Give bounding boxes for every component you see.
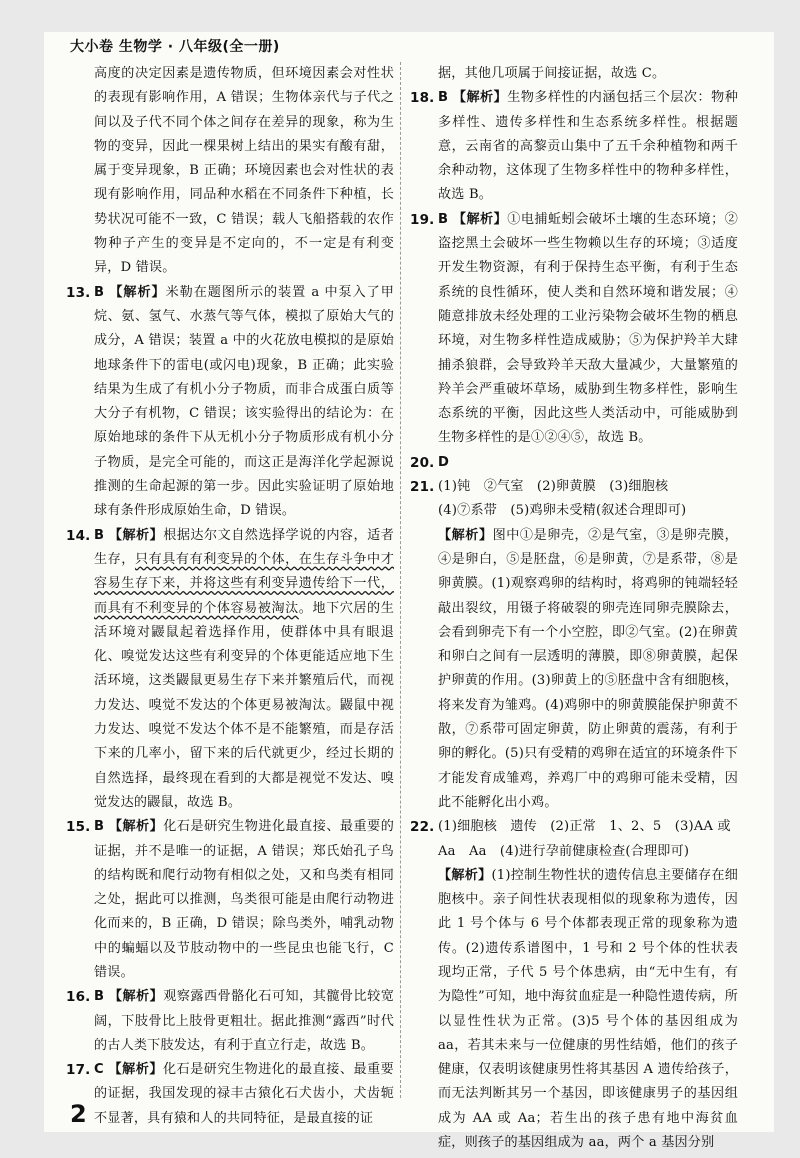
q12-continuation: 高度的决定因素是遗传物质，但环境因素会对性状的表现有影响作用，A 错误；生物体亲代与子代之间以及子代不同个体之间存在差异的现象，称为生物的变异，因此一棵果树上结出的果实有酸有甜，属于变异现象，B 正确；环境因素也会对性状的表现有影响作用，同品种水稻在不同条件下种植，长势状况可能不一致，C 错误；载人飞船搭载的农作物种子产生的变异是不定向的，不一定是有利变异，D 错误。 [94, 66, 394, 276]
answer-choice: B [438, 211, 449, 227]
answer-choice: B [94, 284, 105, 300]
analysis-text: 根据达尔文自然选择学说的内容，适者生存， [94, 527, 394, 567]
answer-16 [66, 985, 394, 1058]
analysis-tag: 【解析】 [108, 1062, 163, 1078]
answer-21 [410, 475, 738, 524]
answer-17 [66, 1058, 394, 1131]
answer-choice: C [94, 1062, 104, 1078]
question-number: 21. [410, 479, 435, 496]
analysis-22 [410, 864, 738, 1156]
analysis-text: ①电捕蚯蚓会破坏土壤的生态环境；②盗挖黑土会破坏一些生物赖以生存的环境；③适度开发生物资源，有利于保持生态平衡，有利于生态系统的良性循环，使人类和自然环境和谐发展；④随意排放未经处理的工业污染物会破坏生物的栖息环境，对生物多样性造成威胁；⑤为保护羚羊大肆捕杀狼群，会导致羚羊天敌大量减少，大量繁殖的羚羊会严重破坏草场，威胁到生物多样性，影响生态系统的平衡，因此这些人类活动中，可能威胁到生物多样性的是①②④⑤，故选 B。 [438, 211, 738, 446]
answer-line-1: (1)细胞核 遗传 (2)正常 1、2、5 (3)AA 或 [438, 819, 731, 835]
analysis-text: (1)控制生物性状的遗传信息主要储存在细胞核中。亲子间性状表现相似的现象称为遗传，因此 1 号个体与 6 号个体都表现正常的现象称为遗传。(2)遗传系谱图中，1 号和 2 号个体的性状表现均正常，子代 5 号个体患病，由“无中生有，有为隐性”可知，地中海贫血症是一种隐性遗传病，所以显性性状为正常。(3)5 号个体的基因组成为 aa，若其未来与一位健康的男性结婚，他们的孩子健康，仅表明该健康男性将其基因 A 遗传给孩子，而无法判断其另一个基因，即该健康男子的基因组成为 AA 或 Aa；若生出的孩子患有地中海贫血症，则孩子的基因组成为 aa，两个 a 基因分别 [438, 867, 738, 1151]
answer-15 [66, 815, 394, 985]
question-number: 17. [66, 1062, 91, 1079]
answer-13 [66, 281, 394, 524]
answer-choice: B [94, 527, 105, 543]
answer-choice: B [94, 989, 105, 1005]
analysis-text-cont: 。地下穴居的生活环境对鼹鼠起着选择作用，使群体中具有眼退化、嗅觉发达这些有利变异的个体更能适应地下生活环境，这类鼹鼠更易生存下来并繁殖后代，而视力发达、嗅觉不发达的个体更易被淘汰。鼹鼠中视力发达、嗅觉不发达个体不是不能繁殖，而是存活下来的几率小，留下来的后代就更少，经过长期的自然选择，最终现在看到的大都是视觉不发达、嗅觉发达的鼹鼠，故选 B。 [94, 600, 395, 810]
answer-line-2: Aa Aa (4)进行孕前健康检查(合理即可) [438, 843, 690, 859]
answer-14 [66, 524, 394, 816]
analysis-text: 生物多样性的内涵包括三个层次：物种多样性、遗传多样性和生态系统多样性。根据题意，云南省的高黎贡山集中了五千余种植物和两千余种动物，这体现了生物多样性中的物种多样性，故选 B。 [438, 90, 738, 203]
analysis-text: 化石是研究生物进化最直接、最重要的证据，并不是唯一的证据，A 错误；郑氏始孔子鸟的结构既和爬行动物有相似之处，又和鸟类有相同之处，据此可以推测，鸟类很可能是由爬行动物进化而来的，B 正确，D 错误；除鸟类外，哺乳动物中的蝙蝠以及节肢动物中的一些昆虫也能飞行，C 错误。 [94, 819, 394, 980]
book-header: 大小卷 生物学 · 八年级(全一册) [70, 39, 280, 55]
question-number: 18. [410, 90, 435, 107]
q17-continuation: 据，其他几项属于间接证据，故选 C。 [438, 66, 666, 81]
answer-19 [410, 208, 738, 451]
answer-line-1: (1)钝 ②气室 (2)卵黄膜 (3)细胞核 [438, 479, 669, 495]
question-number: 14. [66, 527, 91, 544]
analysis-text: 化石是研究生物进化的最直接、最重要的证据，我国发现的禄丰古猿化石犬齿小，犬齿轭不显著，具有猿和人的共同特征，是最直接的证 [94, 1062, 394, 1126]
analysis-tag: 【解析】 [108, 989, 164, 1005]
answer-choice: D [438, 454, 450, 470]
question-number: 19. [410, 211, 435, 228]
analysis-21 [410, 524, 738, 816]
analysis-tag: 【解析】 [109, 284, 166, 300]
analysis-text: 米勒在题图所示的装置 a 中泵入了甲烷、氨、氢气、水蒸气等气体，模拟了原始大气的成分，A 错误；装置 a 中的火花放电模拟的是原始地球条件下的雷电(或闪电)现象，B 正确；此实验结果为生成了有机小分子物质，而非合成蛋白质等大分子有机物，C 错误；该实验得出的结论为：在原始地球的条件下从无机小分子物质形成有机小分子物质，是完全可能的，而这正是海洋化学起源说推测的生命起源的第一步。因此实验证明了原始地球有条件形成原始生命，D 错误。 [94, 284, 394, 519]
right-column [410, 62, 738, 1155]
analysis-tag: 【解析】 [108, 527, 164, 543]
column-divider [400, 62, 401, 1098]
answer-18 [410, 86, 738, 207]
analysis-tag: 【解析】 [438, 527, 493, 543]
answer-choice: B [438, 90, 449, 106]
left-column [66, 62, 394, 1131]
analysis-tag: 【解析】 [438, 867, 492, 883]
question-number: 16. [66, 989, 91, 1006]
answer-line-2: (4)⑦系带 (5)鸡卵未受精(叙述合理即可) [438, 503, 687, 519]
question-number: 22. [410, 819, 435, 836]
analysis-tag: 【解析】 [452, 211, 508, 227]
analysis-text: 观察露西骨骼化石可知，其髋骨比较宽阔，下肢骨比上肢骨更粗壮。据此推测“露西”时代的古人类下肢发达，有利于直立行走，故选 B。 [94, 989, 394, 1053]
page-number: 2 [70, 1100, 87, 1128]
answer-22 [410, 815, 738, 864]
analysis-tag: 【解析】 [108, 819, 164, 835]
wavy-underlined-text: 只有具有有利变异的个体，在生存斗争中才容易生存下来，并将这些有利变异遗传给下一代，而具有不利变异的个体容易被淘汰 [94, 551, 394, 616]
answer-20 [410, 451, 738, 475]
analysis-text: 图中①是卵壳，②是气室，③是卵壳膜，④是卵白，⑤是胚盘，⑥是卵黄，⑦是系带，⑧是卵黄膜。(1)观察鸡卵的结构时，将鸡卵的钝端轻轻敲出裂纹，用镊子将破裂的卵壳连同卵壳膜除去，会看到卵壳下有一个小空腔，即②气室。(2)在卵黄和卵白之间有一层透明的薄膜，即⑧卵黄膜，起保护卵黄的作用。(3)卵黄上的⑤胚盘中含有细胞核，将来发育为雏鸡。(4)鸡卵中的卵黄膜能保护卵黄不散，⑦系带可固定卵黄，防止卵黄的震荡，有利于卵的孵化。(5)只有受精的鸡卵在适宜的环境条件下才能发育成雏鸡，养鸡厂中的鸡卵可能未受精，因此不能孵化出小鸡。 [438, 527, 738, 810]
answer-choice: B [94, 819, 105, 835]
question-number: 13. [66, 284, 91, 301]
analysis-tag: 【解析】 [452, 90, 508, 106]
question-number: 20. [410, 454, 435, 471]
question-number: 15. [66, 819, 91, 836]
